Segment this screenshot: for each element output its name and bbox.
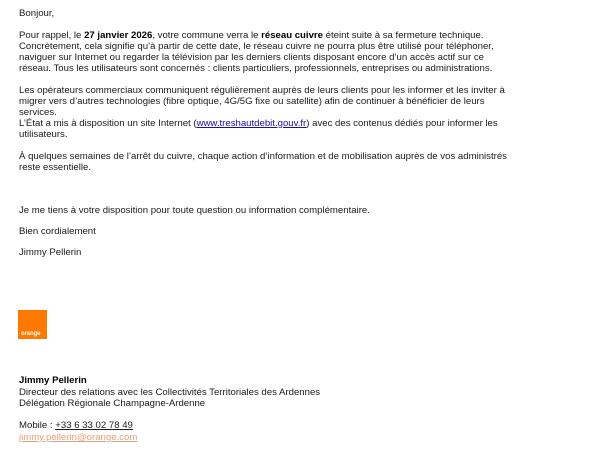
text: éteint suite à sa fermeture technique. bbox=[323, 30, 484, 41]
signature-name bbox=[19, 375, 87, 386]
text: , votre commune verra le bbox=[152, 30, 262, 41]
greeting: Bonjour, bbox=[19, 8, 55, 19]
paragraph-2-line-4 bbox=[19, 118, 498, 129]
text: Pour rappel, le bbox=[19, 30, 85, 41]
paragraph-3-line-1: À quelques semaines de l’arrêt du cuivre, chaque action d’information et de mobilisation auprès de vos administrés bbox=[19, 151, 507, 162]
mobile-number-link[interactable]: +33 6 33 02 78 49 bbox=[55, 420, 133, 431]
mobile-label: Mobile : bbox=[19, 420, 56, 431]
paragraph-3-line-2: reste essentielle. bbox=[19, 162, 91, 173]
paragraph-2-line-1: Les opérateurs commerciaux communiquent régulièrement auprès de leurs clients pour les informer et les inviter à bbox=[19, 85, 505, 96]
signature-delegation: Délégation Régionale Champagne-Ardenne bbox=[19, 398, 206, 409]
text: ) avec des contenus dédiés pour informer les bbox=[306, 118, 498, 129]
paragraph-1-line-4: réseau. Tous les utilisateurs sont concernés : clients particuliers, professionnels, entreprises ou administrations. bbox=[19, 63, 493, 74]
sender-name: Jimmy Pellerin bbox=[19, 247, 82, 258]
paragraph-2-line-5: utilisateurs. bbox=[19, 129, 68, 140]
text: L’État a mis à disposition un site Internet ( bbox=[19, 118, 197, 129]
signature-name-text: Jimmy Pellerin bbox=[19, 375, 87, 386]
availability-line: Je me tiens à votre disposition pour toute question ou information complémentaire. bbox=[19, 205, 370, 216]
email-address-link[interactable]: jimmy.pellerin@orange.com bbox=[19, 432, 138, 443]
paragraph-2-line-2: migrer vers d’autres technologies (fibre optique, 4G/5G fixe ou satellite) afin de continuer à bénéficier de leurs bbox=[19, 96, 485, 107]
paragraph-1-line-3: naviguer sur Internet ou regarder la télévision par les derniers clients disposant encore d’un accès actif sur ce bbox=[19, 52, 485, 63]
signature-mobile bbox=[19, 420, 133, 431]
copper-network-term: réseau cuivre bbox=[261, 30, 323, 41]
paragraph-1-line-1 bbox=[19, 30, 484, 41]
signature-role: Directeur des relations avec les Collectivités Territoriales des Ardennes bbox=[19, 387, 321, 398]
closing-line: Bien cordialement bbox=[19, 226, 96, 237]
switch-off-date: 27 janvier 2026 bbox=[84, 30, 153, 41]
treshautdebit-link[interactable]: www.treshautdebit.gouv.fr bbox=[196, 118, 307, 129]
paragraph-2-line-3: services. bbox=[19, 107, 57, 118]
orange-logo-text: orange bbox=[21, 331, 41, 337]
orange-logo bbox=[18, 310, 47, 339]
paragraph-1-line-2: Concrètement, cela signifie qu’à partir de cette date, le réseau cuivre ne pourra plus être utilisé pour téléphoner, bbox=[19, 41, 494, 52]
signature-email bbox=[19, 432, 137, 443]
